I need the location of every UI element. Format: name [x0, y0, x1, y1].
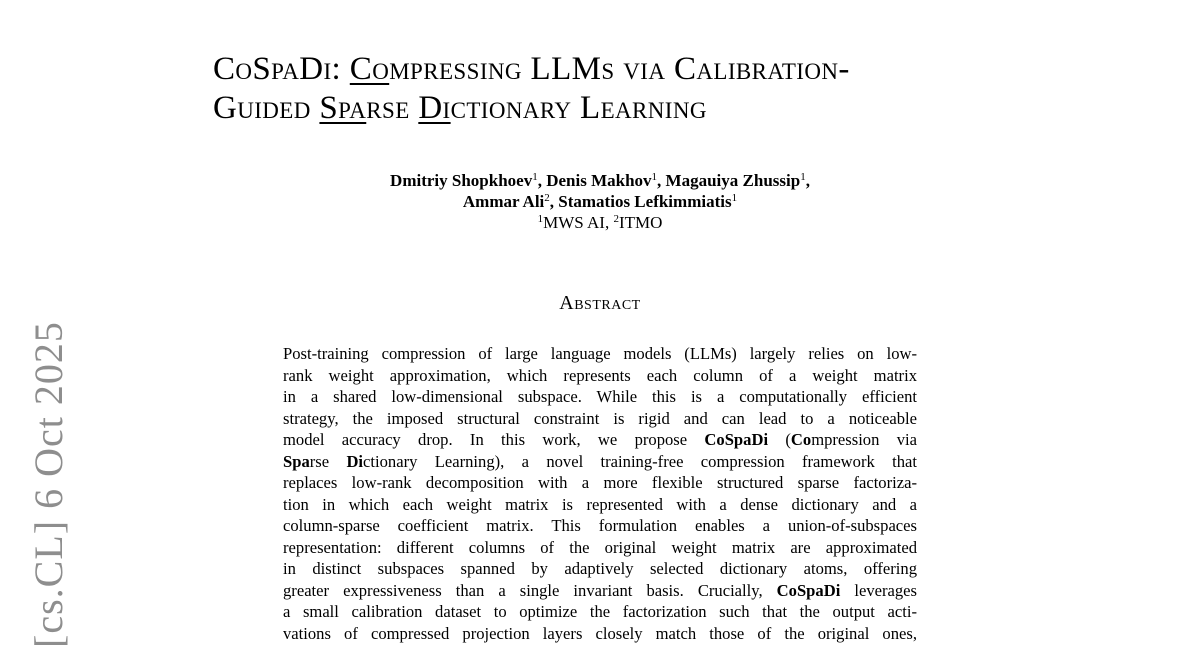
- abstract-text: strategy, the imposed structural constraint is rigid and can lead to a noticeable: [283, 408, 917, 428]
- author-separator: ,: [805, 171, 810, 190]
- abstract-text: greater expressiveness than a single invariant basis. Crucially,: [283, 580, 777, 600]
- abstract-line: [283, 451, 917, 473]
- affiliation-mark: 1: [651, 171, 658, 183]
- author-block: [300, 170, 900, 233]
- method-name: CoSpaDi: [704, 430, 769, 449]
- abstract-text: vations of compressed projection layers closely match those of the original ones,: [283, 623, 917, 643]
- abstract-line: [283, 580, 917, 602]
- author-separator: ,: [657, 171, 666, 190]
- method-name: Co: [790, 430, 812, 449]
- abstract-body: [283, 343, 917, 644]
- abstract-text: in distinct subspaces spanned by adaptively selected dictionary atoms, offering: [283, 559, 917, 578]
- author-name: Ammar Ali: [462, 192, 545, 211]
- method-name: Spa: [283, 451, 310, 471]
- abstract-text: rank weight approximation, which represents each column of a weight matrix: [283, 365, 917, 385]
- method-name: CoSpaDi: [776, 580, 841, 600]
- abstract-text: rse: [309, 451, 347, 471]
- abstract-line: [283, 343, 917, 365]
- author-name: Magauiya Zhussip: [665, 171, 801, 190]
- title-fragment: mpressing LLMs via Calibration-: [389, 51, 850, 87]
- title-line-2: [213, 89, 1113, 128]
- affiliation-line: [300, 212, 900, 233]
- abstract-line: [283, 365, 917, 387]
- abstract-line: [283, 515, 917, 537]
- affiliation-name: ITMO: [618, 213, 663, 232]
- author-line-1: [300, 170, 900, 191]
- abstract-text: leverages: [840, 580, 917, 600]
- abstract-line: [283, 494, 917, 516]
- abstract-line: [283, 408, 917, 430]
- title-line-1: [213, 50, 1113, 89]
- abstract-line: [283, 386, 917, 408]
- abstract-line: [283, 558, 917, 580]
- author-separator: ,: [537, 171, 547, 190]
- method-name: Di: [346, 451, 364, 471]
- paper-title: [213, 50, 1113, 128]
- title-fragment: rse: [366, 90, 419, 126]
- abstract-text: representation: different columns of the original weight matrix are approximated: [283, 537, 917, 557]
- author-name: Denis Makhov: [546, 171, 652, 190]
- affiliation-mark: 1: [532, 171, 538, 183]
- abstract-text: (: [768, 430, 791, 449]
- title-fragment: Di: [418, 90, 451, 126]
- abstract-text: in a shared low-dimensional subspace. While this is a computationally efficient: [283, 387, 917, 406]
- abstract-text: a small calibration dataset to optimize the factorization such that the output acti-: [283, 602, 917, 621]
- abstract-text: replaces low-rank decomposition with a more flexible structured sparse factoriza-: [283, 473, 917, 492]
- abstract-line: [283, 472, 917, 494]
- title-fragment: CoSpaDi:: [213, 51, 350, 87]
- affiliation-mark: 1: [731, 192, 738, 204]
- abstract-line: [283, 429, 917, 451]
- abstract-heading: Abstract: [559, 292, 641, 314]
- abstract-text: column-sparse coefficient matrix. This formulation enables a union-of-subspaces: [283, 516, 917, 535]
- abstract-line: [283, 537, 917, 559]
- abstract-line: [283, 601, 917, 623]
- affiliation-mark: 2: [544, 192, 550, 204]
- author-name: Stamatios Lefkimmiatis: [558, 192, 732, 211]
- abstract-text: ctionary Learning), a novel training-free compression framework that: [363, 451, 917, 471]
- affiliation-mark: 1: [800, 171, 806, 183]
- abstract-text: mpression via: [811, 430, 917, 449]
- arxiv-stamp: [cs.CL] 6 Oct 2025: [26, 321, 71, 648]
- abstract-line: [283, 623, 917, 645]
- affiliation-mark: 2: [613, 213, 619, 225]
- title-fragment: ctionary Learning: [450, 90, 707, 126]
- author-line-2: [300, 191, 900, 212]
- affiliation-mark: 1: [537, 213, 544, 225]
- title-fragment: Guided: [213, 90, 320, 126]
- affiliation-name: MWS AI,: [543, 213, 614, 232]
- abstract-text: model accuracy drop. In this work, we propose: [283, 430, 705, 449]
- abstract-text: tion in which each weight matrix is represented with a dense dictionary and a: [283, 494, 917, 514]
- title-fragment: Spa: [319, 90, 367, 126]
- author-separator: ,: [549, 192, 559, 211]
- author-name: Dmitriy Shopkhoev: [390, 171, 533, 190]
- title-fragment: Co: [349, 51, 390, 87]
- abstract-text: Post-training compression of large language models (LLMs) largely relies on low-: [283, 344, 917, 363]
